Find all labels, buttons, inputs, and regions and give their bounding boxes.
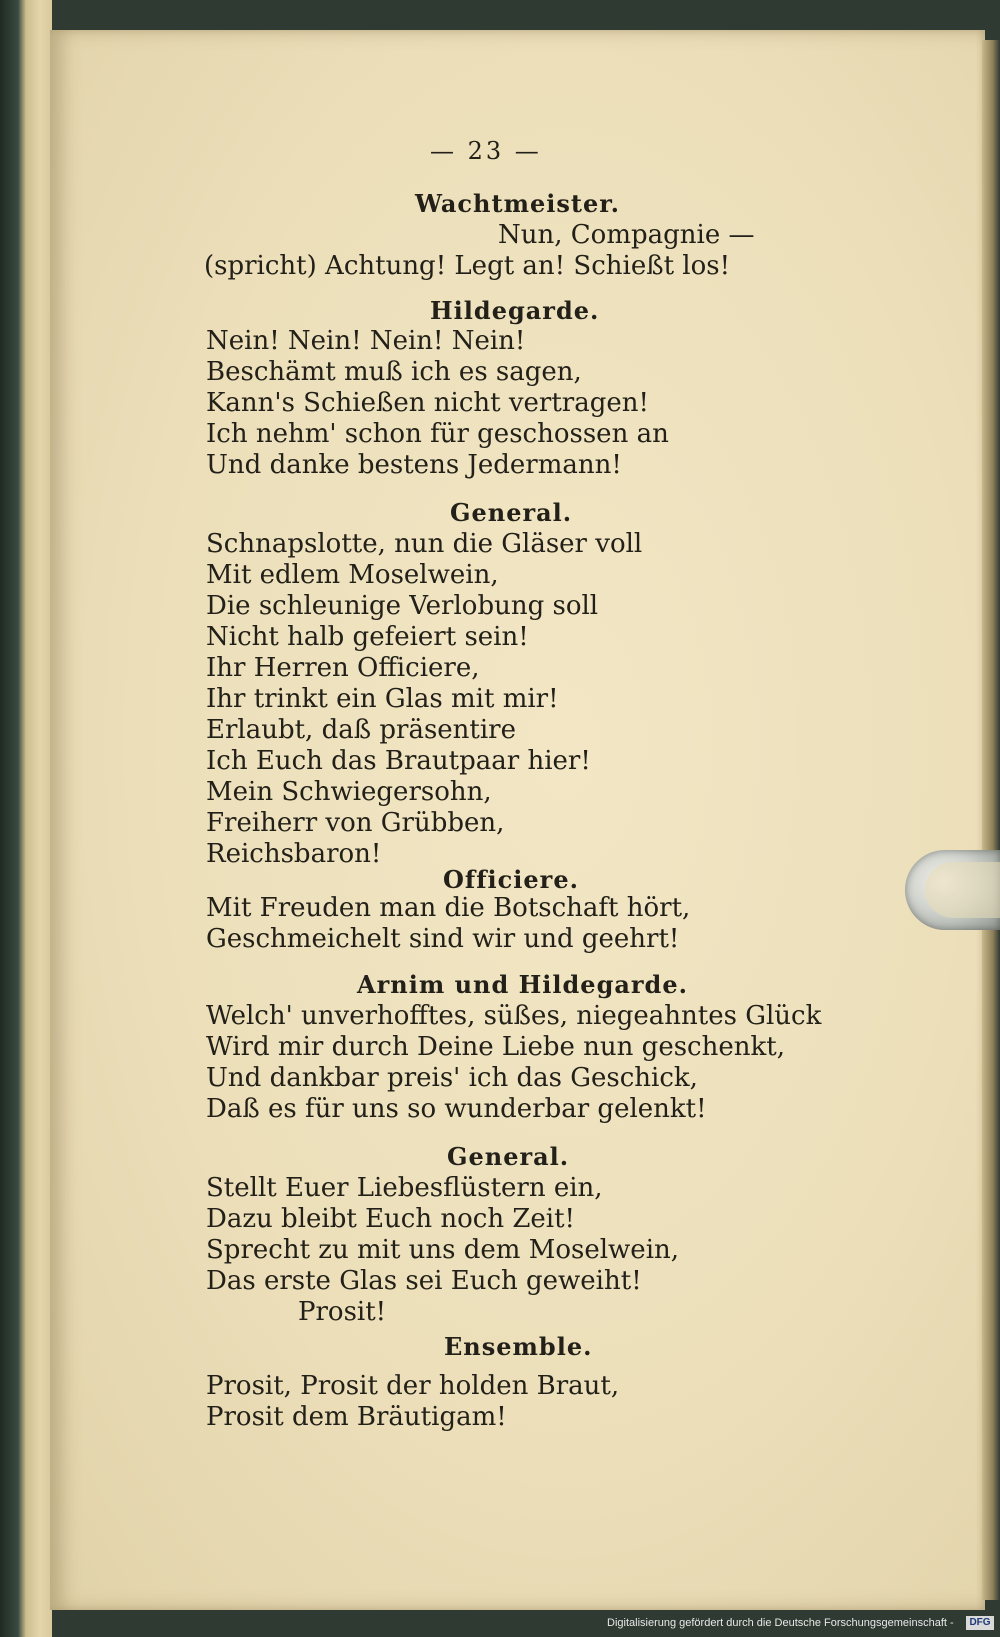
verse-line: Und danke bestens Jedermann! — [206, 450, 622, 480]
verse-line: Geschmeichelt sind wir und geehrt! — [206, 924, 680, 954]
verse-line: Die schleunige Verlobung soll — [206, 591, 599, 621]
verse-line: Prosit dem Bräutigam! — [206, 1402, 507, 1432]
speaker-wachtmeister: Wachtmeister. — [415, 189, 621, 218]
speaker-hildegarde: Hildegarde. — [430, 296, 600, 325]
verse-line: Dazu bleibt Euch noch Zeit! — [206, 1204, 576, 1234]
dfg-logo: DFG — [966, 1616, 994, 1630]
verse-line: Erlaubt, daß präsentire — [206, 715, 516, 745]
verse-line: Prosit! — [298, 1297, 387, 1327]
verse-line: Schnapslotte, nun die Gläser voll — [206, 529, 643, 559]
verse-line: Und dankbar preis' ich das Geschick, — [206, 1063, 698, 1093]
verse-line: Mit edlem Moselwein, — [206, 560, 499, 590]
verse-line: Prosit, Prosit der holden Braut, — [206, 1371, 620, 1401]
page-number: — 23 — — [430, 137, 542, 165]
verse-line: Nein! Nein! Nein! Nein! — [206, 326, 526, 356]
speaker-officiere: Officiere. — [443, 865, 579, 894]
verse-line: Ich nehm' schon für geschossen an — [206, 419, 669, 449]
verse-line: Ich Euch das Brautpaar hier! — [206, 746, 591, 776]
verse-line: Stellt Euer Liebesflüstern ein, — [206, 1173, 603, 1203]
speaker-ensemble: Ensemble. — [444, 1332, 593, 1361]
verse-line: Reichsbaron! — [206, 839, 382, 869]
speaker-arnim-und-hildegarde: Arnim und Hildegarde. — [357, 970, 688, 999]
verse-line: Welch' unverhofftes, süßes, niegeahntes Glück — [206, 1001, 822, 1031]
verse-line: Wird mir durch Deine Liebe nun geschenkt, — [206, 1032, 785, 1062]
speaker-general: General. — [450, 498, 573, 527]
verse-line: (spricht) Achtung! Legt an! Schießt los! — [204, 251, 731, 281]
verse-line: Mein Schwiegersohn, — [206, 777, 492, 807]
verse-line: Freiherr von Grübben, — [206, 808, 505, 838]
verse-line: Ihr Herren Officiere, — [206, 653, 480, 683]
verse-line: Nicht halb gefeiert sein! — [206, 622, 529, 652]
verse-line: Mit Freuden man die Botschaft hört, — [206, 893, 691, 923]
speaker-general: General. — [447, 1142, 570, 1171]
funding-credit: Digitalisierung gefördert durch die Deutsche Forschungsgemeinschaft - — [607, 1617, 954, 1629]
verse-line: Nun, Compagnie — — [498, 220, 755, 250]
verse-line: Beschämt muß ich es sagen, — [206, 357, 582, 387]
verse-line: Ihr trinkt ein Glas mit mir! — [206, 684, 559, 714]
verse-line: Kann's Schießen nicht vertragen! — [206, 388, 649, 418]
verse-line: Das erste Glas sei Euch geweiht! — [206, 1266, 642, 1296]
verse-line: Sprecht zu mit uns dem Moselwein, — [206, 1235, 680, 1265]
verse-line: Daß es für uns so wunderbar gelenkt! — [206, 1094, 707, 1124]
